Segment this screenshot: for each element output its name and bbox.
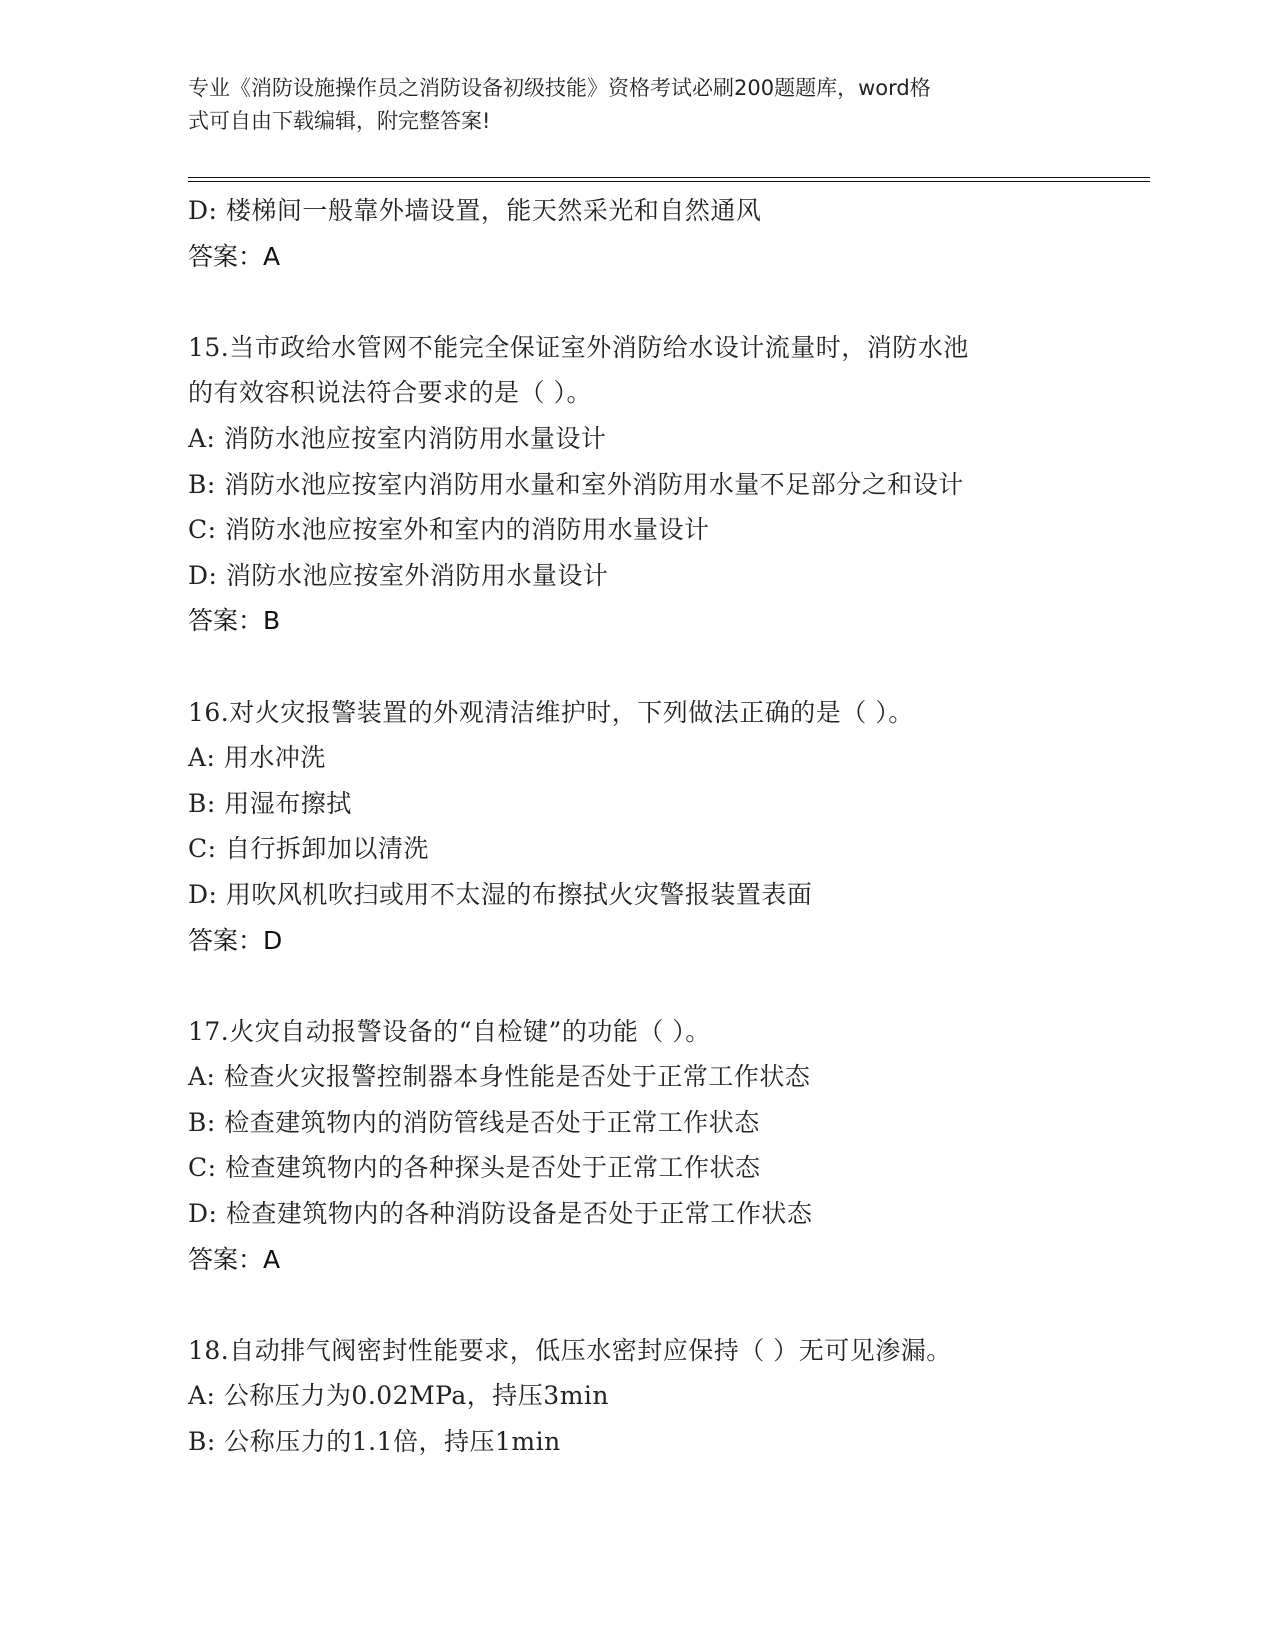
answer: 答案：A [188, 1244, 281, 1274]
answer: 答案：B [188, 606, 281, 636]
option-d: D: 用吹风机吹扫或用不太湿的布擦拭火灾警报装置表面 [188, 879, 813, 909]
option-b: B: 公称压力的1.1倍，持压1min [188, 1427, 561, 1457]
option-c: C: 检查建筑物内的各种探头是否处于正常工作状态 [188, 1153, 761, 1183]
spacer [188, 644, 1138, 690]
document-header [188, 72, 1068, 138]
option-a: A: 公称压力为0.02MPa，持压3min [188, 1381, 609, 1411]
question-17 [188, 1009, 1138, 1283]
question-18 [188, 1328, 1138, 1465]
question-stem: 16.对火灾报警装置的外观清洁维护时，下列做法正确的是（ ）。 [188, 697, 914, 727]
option-b: B: 检查建筑物内的消防管线是否处于正常工作状态 [188, 1107, 760, 1137]
option-d: D: 检查建筑物内的各种消防设备是否处于正常工作状态 [188, 1199, 813, 1229]
spacer [188, 279, 1138, 325]
option-c: C: 自行拆卸加以清洗 [188, 834, 429, 864]
answer: 答案：D [188, 925, 283, 955]
question-stem-continued: 的有效容积说法符合要求的是（ ）。 [188, 378, 592, 408]
spacer [188, 963, 1138, 1009]
question-content [188, 188, 1138, 1465]
option-c: C: 消防水池应按室外和室内的消防用水量设计 [188, 515, 710, 545]
header-divider-top [188, 177, 1150, 178]
header-divider-bottom [188, 181, 1150, 182]
question-16 [188, 690, 1138, 964]
question-stem: 18.自动排气阀密封性能要求，低压水密封应保持（ ）无可见渗漏。 [188, 1335, 952, 1365]
option-a: A: 消防水池应按室内消防用水量设计 [188, 423, 607, 453]
option-a: A: 用水冲洗 [188, 743, 326, 773]
question-stem: 17.火灾自动报警设备的“自检键”的功能（ ）。 [188, 1016, 711, 1046]
previous-question-tail [188, 188, 1138, 279]
header-line-1: 专业《消防设施操作员之消防设备初级技能》资格考试必刷200题题库，word格 [188, 76, 931, 100]
option-d: D: 消防水池应按室外消防用水量设计 [188, 560, 609, 590]
option-d: D: 楼梯间一般靠外墙设置，能天然采光和自然通风 [188, 196, 762, 225]
option-b: B: 用湿布擦拭 [188, 788, 352, 818]
option-a: A: 检查火灾报警控制器本身性能是否处于正常工作状态 [188, 1062, 811, 1092]
option-b: B: 消防水池应按室内消防用水量和室外消防用水量不足部分之和设计 [188, 469, 964, 499]
question-15 [188, 325, 1138, 644]
question-stem: 15.当市政给水管网不能完全保证室外消防给水设计流量时，消防水池 [188, 332, 969, 362]
spacer [188, 1282, 1138, 1328]
header-line-2: 式可自由下载编辑，附完整答案! [188, 109, 491, 133]
answer: 答案：A [188, 241, 281, 271]
